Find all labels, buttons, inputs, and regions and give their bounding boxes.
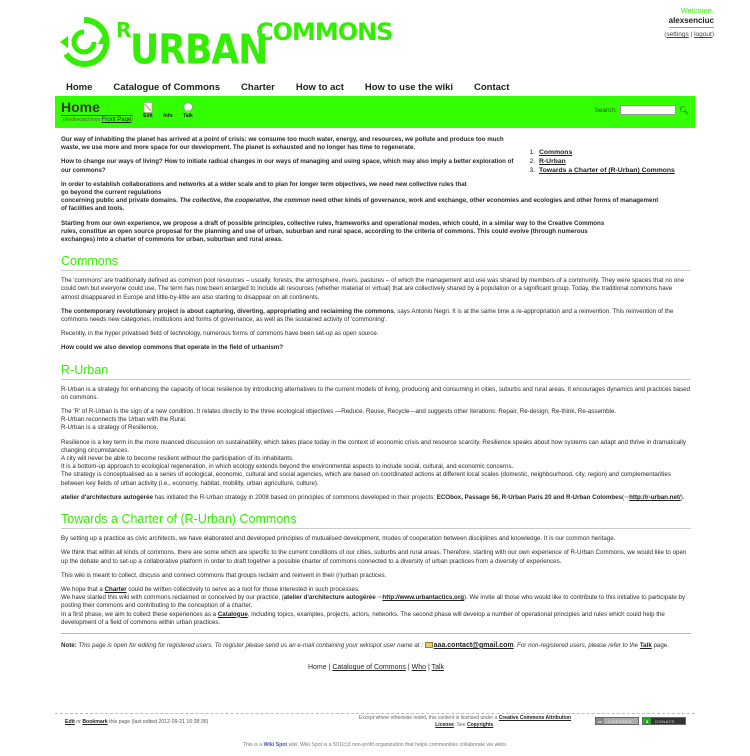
note-text: . For non-registered users, please refer to the	[513, 641, 640, 649]
badge-label: DONATE	[655, 718, 675, 724]
bold-text: The contemporary revolutionary project is about capturing, diverting, appropriating and reclaiming the commons	[61, 307, 394, 315]
separator: |	[426, 664, 432, 672]
paragraph: The 'commons' are traditionally defined as common pool resources – usually, forests, the atmosphere, rivers, pastures – of which the management and use was shared by members of a community. They were spaces that no one could own but everyone could use. The term has now been enlarged to include all resources (whether material or virtual) that are collectively shared by a population or a significant group. Today, the traditional commons have almost disappeared in Europe and little-by-little are also starting to disappear on all continents.	[61, 277, 685, 301]
logo-wordmark	[116, 18, 393, 75]
text: R-Urban reconnects the Urban with the Rural.	[61, 416, 187, 424]
intro-paragraph: Starting from our own experience, we propose a draft of possible principles, collective rules, frameworks and operational modes, which could, in a similar way to the Creative Commons rules, constitue an open source proposal for the planning and use of urban, suburban and rural space, according to the criteria of commons. This could evolve (through numerous exchanges) into a charter of commons for urban, suburban and rural areas.	[61, 219, 605, 244]
info-spacer	[163, 102, 173, 113]
page-title: Home	[61, 99, 133, 116]
text: A city will never be able to become resilient without the participation of its inhabitants.	[61, 455, 294, 463]
front-page-link[interactable]: Front Page	[101, 117, 132, 123]
edit-label: Edit	[143, 113, 153, 119]
info-button[interactable]	[161, 102, 175, 119]
text: .	[493, 722, 495, 728]
text: ).	[680, 493, 685, 501]
recycle-logo-icon	[58, 16, 110, 68]
footer-who-link[interactable]: Who	[411, 664, 427, 672]
external-link-icon: ⇨	[624, 494, 630, 501]
bookmark-link[interactable]: Bookmark	[82, 719, 108, 725]
note-paragraph	[61, 642, 691, 650]
paragraph: This wiki is meant to collect, discuss and connect commons that groups reclaim and reinvent in their (r)urban practices.	[61, 571, 387, 579]
user-links: (settings | logout)	[664, 31, 714, 38]
footer-home: Home	[307, 664, 327, 672]
user-box	[664, 6, 714, 40]
nav-how-to-act[interactable]: How to act	[295, 82, 344, 93]
text: R-Urban is a strategy of Resilience.	[61, 424, 159, 432]
text: go beyond the current regulations	[61, 189, 162, 197]
footer-divider	[55, 713, 695, 714]
paragraph: We think that within all kinds of commons, there are some which are specific to the current conditions of our cities, suburbs and rural areas. Therefore, starting with our own experience of R-Urban Commons, we would like to open up the debate and to set-up a collaborative platform in order to draft together a possible charter of commons connected to a diversity of urban practices from a diversity of experiences.	[61, 549, 687, 565]
redirect-suffix: )	[131, 117, 133, 123]
nav-contact[interactable]: Contact	[474, 82, 510, 93]
welcome-text: Welcome,	[680, 6, 714, 15]
text: In order to establish collaborations and networks at a wider scale and to plan for longer term objectives, we need new collective rules that	[61, 180, 467, 188]
intro-paragraph: Our way of inhabiting the planet has arrived at a point of crisis: we consume too much water, energy, and resources, we pollute and produce too much waste, we use more and more space for our development. The planet is exhausted and no longer has time to regenerate.	[61, 136, 504, 152]
text: or	[74, 719, 83, 725]
wikispot-notice	[0, 742, 750, 748]
heading-r-urban: R-Urban	[61, 363, 691, 380]
info-label: Info	[163, 113, 173, 119]
wikispot-link[interactable]: Wiki Spot	[263, 742, 288, 748]
r-urban-link[interactable]: http://r-urban.net/	[629, 493, 681, 501]
bold-text: atelier d'architecture autogérée	[61, 493, 153, 501]
text: Resilience is a key term in the more nuanced discussion on sustainability, which takes place today in the context of economic crisis and resource scarcity. Resilience speaks about how systems can adapt and thrive in dramatically changing circumstances.	[61, 438, 687, 454]
text: concerning public and private domains.	[61, 197, 178, 205]
text: wiki. Wiki Spot is a 501(c)3 non-profit organization that helps communities collaborate via wikis.	[287, 742, 508, 748]
logout-link[interactable]: logout	[694, 31, 712, 38]
talk-link[interactable]: Talk	[639, 641, 652, 649]
settings-link[interactable]: settings	[666, 31, 689, 38]
note-text: This page is open for editing for registered users. To register please send us an e-mail containing your wikispot user name at :	[76, 641, 425, 649]
nav-home[interactable]: Home	[66, 82, 93, 93]
divider	[61, 633, 691, 634]
separator: |	[405, 664, 412, 672]
page-content	[61, 136, 691, 672]
email-link[interactable]: aaa.contact@gmail.com	[433, 641, 514, 649]
mail-icon	[425, 642, 433, 648]
separator: |	[326, 664, 333, 672]
site-logo[interactable]	[58, 14, 393, 75]
page-bar	[55, 96, 695, 128]
paragraph	[61, 408, 691, 433]
search-icon[interactable]: 🔍︎	[678, 105, 689, 115]
main-nav	[66, 82, 530, 93]
badge-label: LICENSED	[608, 718, 633, 724]
toc-link-r-urban[interactable]: R-Urban	[539, 158, 566, 166]
text: , including topics, examples, projects, actors, networks. The second phase will develop a number of operational principles and rules which could help the development of a field of commons within urban practices.	[61, 610, 665, 626]
cc-licensed-badge[interactable]	[595, 717, 639, 725]
logo-urban: URBAN	[130, 26, 268, 75]
redirect-note	[63, 117, 133, 123]
edit-button[interactable]	[141, 102, 155, 119]
username[interactable]: alexsenciuc	[669, 16, 714, 28]
emphasis: The collective, the cooperative, the common	[179, 197, 310, 205]
heading-charter: Towards a Charter of (R-Urban) Commons	[61, 512, 691, 529]
text: It is a bottom-up approach to ecological regeneration, in which ecology extends beyond the environmental aspects to include social, cultural, and economic concerns.	[61, 463, 514, 471]
nav-catalogue[interactable]: Catalogue of Commons	[113, 82, 221, 93]
text: could be written collectively to serve as a tool for those interested in such processes.	[126, 585, 360, 593]
text: , says Antonio Negri. It is at the same time a re-appropriation and a reinvention. This reinvention of the commons needs new categories, institutions and forms of governance, as well as the sustained activity of 'commoning'.	[61, 307, 674, 324]
text: ). We invite all those who would like to contribute to this initiative to participate by posting their commons and contributing to the conception of a charter.	[61, 594, 686, 610]
intro-paragraph	[61, 181, 661, 214]
paragraph: By setting up a practice as civic architects, we have elaborated and developed principles of mutualised development, modes of cooperation between disciplines and knowledge. It is our common heritage.	[61, 535, 616, 543]
text: We hope that a	[61, 585, 105, 593]
note-label: Note:	[61, 641, 77, 649]
text: The 'R' of R-Urban is the sign of a new condition. It relates directly to the three ecological objectives —Reduce, Reuse, Recycle—and suggests other iterations: Repair, Re-design, Re-think, Re-assemble.	[61, 408, 617, 416]
note-text: page.	[651, 641, 669, 649]
paragraph: Recently, in the hyper privatised field of technology, numerous forms of commons have been set-up as open source.	[61, 330, 379, 338]
footer-edit-link[interactable]: Edit	[65, 719, 75, 725]
edit-page-icon	[143, 102, 153, 113]
search-box	[594, 105, 689, 115]
text: need other kinds of governance, work and exchange, other economies and ecologies and other forms of management of facilities and tools.	[61, 197, 659, 213]
paragraph: How could we also develop commons that operate in the field of urbanism?	[61, 344, 284, 352]
cc-icon: cc	[598, 718, 602, 724]
footer-catalogue-link[interactable]: Catalogue of Commons	[332, 664, 406, 672]
paragraph	[61, 586, 691, 627]
badges	[595, 717, 686, 725]
logo-commons: COMMONS	[256, 18, 393, 46]
external-link-icon: ⇨	[377, 595, 383, 602]
intro-section	[61, 136, 521, 175]
toc-link-commons[interactable]: Commons	[539, 149, 573, 156]
talk-label: Talk	[183, 113, 193, 119]
text: has initiated the R-Urban strategy in 2008 based on principles of commons developed in their projects:	[152, 493, 437, 501]
talk-button[interactable]	[181, 102, 195, 119]
bold-text: ECObox, Passage 56, R-Urban Paris 20 and R-Urban Colombes	[436, 493, 623, 501]
footer-talk-link[interactable]: Talk	[431, 664, 445, 672]
license-notice	[350, 715, 580, 729]
license-link[interactable]: Creative Commons Attribution License	[435, 715, 572, 728]
search-input[interactable]	[620, 105, 676, 115]
redirect-prefix: (Redirected from	[63, 117, 101, 123]
talk-bubble-icon	[183, 102, 193, 113]
dollar-icon: $	[643, 718, 651, 724]
text: This is a	[242, 742, 264, 748]
intro-paragraph: How to change our ways of living? How to initiate radical changes in our ways of managing and using space, which may also imply a better exploration of our commons?	[61, 158, 514, 174]
paragraph: R-Urban is a strategy for enhancing the capacity of local resilience by introducing alternatives to the current models of living, producing and consuming in cities, suburbs and rural areas. It encourages dynamics and practices based on commons.	[61, 385, 691, 401]
nav-charter[interactable]: Charter	[241, 82, 275, 93]
catalogue-link[interactable]: Catalogue	[217, 610, 248, 618]
copyrights-link[interactable]: Copyrights	[466, 722, 494, 728]
page-actions	[141, 102, 195, 119]
search-label: Search:	[594, 106, 617, 114]
urbantactics-link[interactable]: http://www.urbantactics.org	[382, 594, 465, 602]
logo-r: R	[116, 18, 131, 42]
text: We have started this wiki with commons reclaimed or conceived by our practice, (	[61, 594, 284, 602]
heading-commons: Commons	[61, 254, 691, 271]
paragraph	[61, 439, 691, 488]
donate-badge[interactable]	[642, 717, 686, 725]
paragraph	[61, 308, 691, 324]
charter-link[interactable]: Charter	[104, 585, 127, 593]
text: Except where otherwise noted, this content is licensed under a	[358, 715, 499, 721]
text: . See	[453, 722, 467, 728]
toc-link-charter[interactable]: Towards a Charter of (R-Urban) Commons	[539, 167, 675, 175]
text: In a first phase, we aim to collect these experiences as a	[61, 610, 218, 618]
last-edit-info	[65, 719, 208, 725]
bold-text: atelier d'architecture autogérée	[283, 594, 376, 602]
text: this page (last edited 2012-09-21 16:38:36)	[107, 719, 209, 725]
paragraph: atelier d'architecture autogérée has initiated the R-Urban strategy in 2008 based on principles of commons developed in their projects: ECObox, Passage 56, R-Urban Paris 20 and R-Urban Colombes(⇨http://r-urban.net/).	[61, 493, 685, 501]
nav-how-to-use-wiki[interactable]: How to use the wiki	[364, 82, 454, 93]
footer-links	[61, 664, 691, 672]
text: The strategy is conceptualised as a series of ecological, economic, cultural and social agencies, which are based on coordinated actions at different local scales (domestic, neighbourhood, city, region) and complementarities between key fields of urban activity (i.e., economy, habitat, mobility, urban agriculture, culture).	[61, 471, 671, 487]
